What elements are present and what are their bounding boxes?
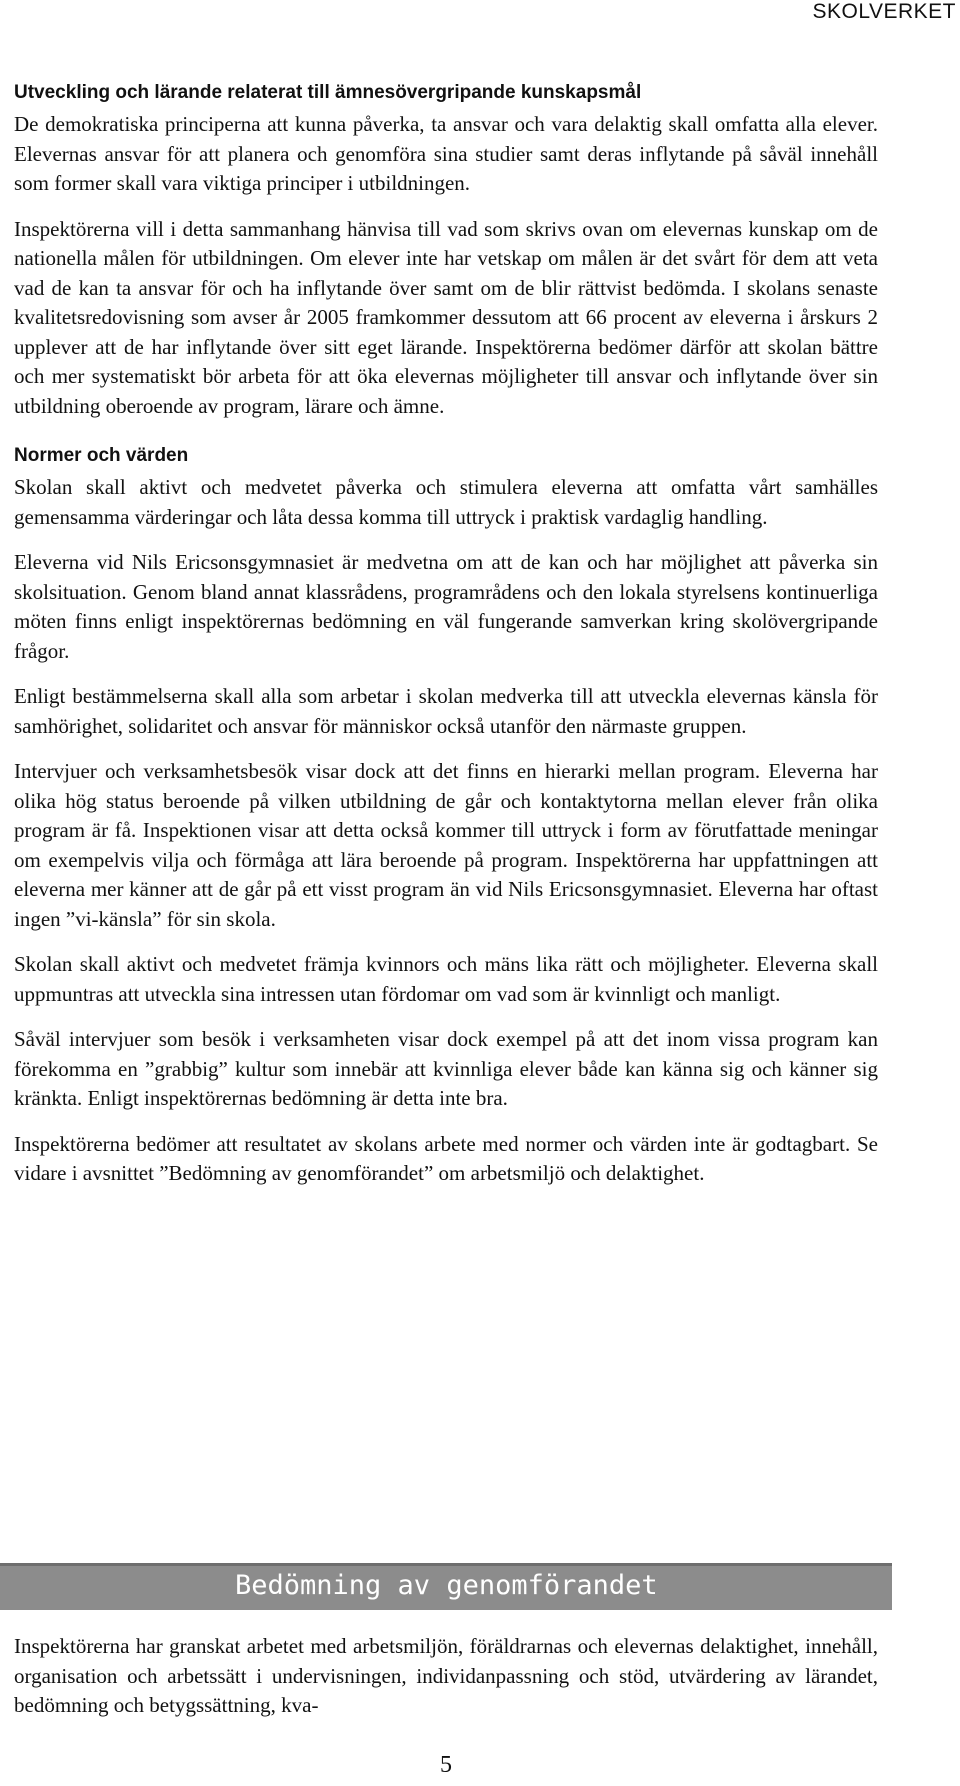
document-body-continued — [14, 1632, 878, 1737]
paragraph: Inspektörerna har granskat arbetet med arbetsmiljön, föräldrarnas och elevernas delaktighet, innehåll, organisation och arbetssätt i undervisningen, individanpassning och stöd, utvärdering av lärandet, bedömning och betygssättning, kva- — [14, 1634, 878, 1717]
paragraph: De demokratiska principerna att kunna påverka, ta ansvar och vara delaktig skall omfatta alla elever. Elevernas ansvar för att planera och genomföra sina studier samt deras inflytande på såväl innehåll som former skall vara viktiga principer i utbildningen. — [14, 112, 878, 195]
paragraph: Skolan skall aktivt och medvetet påverka och stimulera eleverna att omfatta vårt samhälles gemensamma värderingar och låta dessa komma till uttryck i praktisk vardaglig handling. — [14, 475, 878, 529]
section-banner — [0, 1563, 892, 1610]
paragraph: Skolan skall aktivt och medvetet främja kvinnors och mäns lika rätt och möjligheter. Eleverna skall uppmuntras att utveckla sina intressen utan fördomar om vad som är kvinnligt och manligt. — [14, 952, 878, 1006]
paragraph: Intervjuer och verksamhetsbesök visar dock att det finns en hierarki mellan program. Eleverna har olika hög status beroende på vilken utbildning de går och kontaktytorna mellan elever från olika program är få. Inspektionen visar att detta också kommer till uttryck i form av förutfattade meningar om exempelvis vilja och förmåga att lära beroende på program. Inspektörerna har uppfattningen att eleverna mer känner att de går på ett visst program än vid Nils Ericsonsgymnasiet. Eleverna har oftast ingen ”vi-känsla” för sin skola. — [14, 759, 878, 931]
paragraph: Enligt bestämmelserna skall alla som arbetar i skolan medverka till att utveckla elevernas känsla för samhörighet, solidaritet och ansvar för människor också utanför den närmaste gruppen. — [14, 684, 878, 738]
paragraph: Såväl intervjuer som besök i verksamheten visar dock exempel på att det inom vissa program kan förekomma en ”grabbig” kultur som innebär att kvinnliga elever både kan känna sig och känner sig kränkta. Enligt inspektörernas bedömning är detta inte bra. — [14, 1027, 878, 1110]
page-number: 5 — [440, 1752, 452, 1778]
paragraph: Eleverna vid Nils Ericsonsgymnasiet är medvetna om att de kan och har möjlighet att påverka sin skolsituation. Genom bland annat klassrådens, programrådens och den lokala styrelsens kontinuerliga möten finns enligt inspektörernas bedömning en väl fungerande samverkan kring skolövergripande frågor. — [14, 550, 878, 663]
paragraph: Inspektörerna bedömer att resultatet av skolans arbete med normer och värden inte är godtagbart. Se vidare i avsnittet ”Bedömning av genomförandet” om arbetsmiljö och delaktighet. — [14, 1131, 878, 1185]
section-heading-normer: Normer och värden — [14, 445, 189, 466]
document-body — [14, 78, 878, 1205]
section-heading-utveckling: Utveckling och lärande relaterat till ämnesövergripande kunskapsmål — [14, 82, 642, 103]
paragraph: Inspektörerna vill i detta sammanhang hänvisa till vad som skrivs ovan om elevernas kunskap om de nationella målen för utbildningen. Om elever inte har vetskap om målen är det svårt för dem att veta vad de kan ta ansvar för och ha inflytande över samt om de blir rättvist bedömda. I skolans senaste kvalitetsredovisning som avser år 2005 framkommer dessutom att 66 procent av eleverna i årskurs 2 upplever att de har inflytande över sitt eget lärande. Inspektörerna bedömer därför att skolan bättre och mer systematiskt bör arbeta för att öka elevernas möjligheter till ansvar och inflytande över sin utbildning oberoende av program, lärare och ämne. — [14, 216, 878, 418]
header-organization-name: SKOLVERKET — [812, 0, 956, 23]
banner-title: Bedömning av genomförandet — [235, 1570, 658, 1601]
